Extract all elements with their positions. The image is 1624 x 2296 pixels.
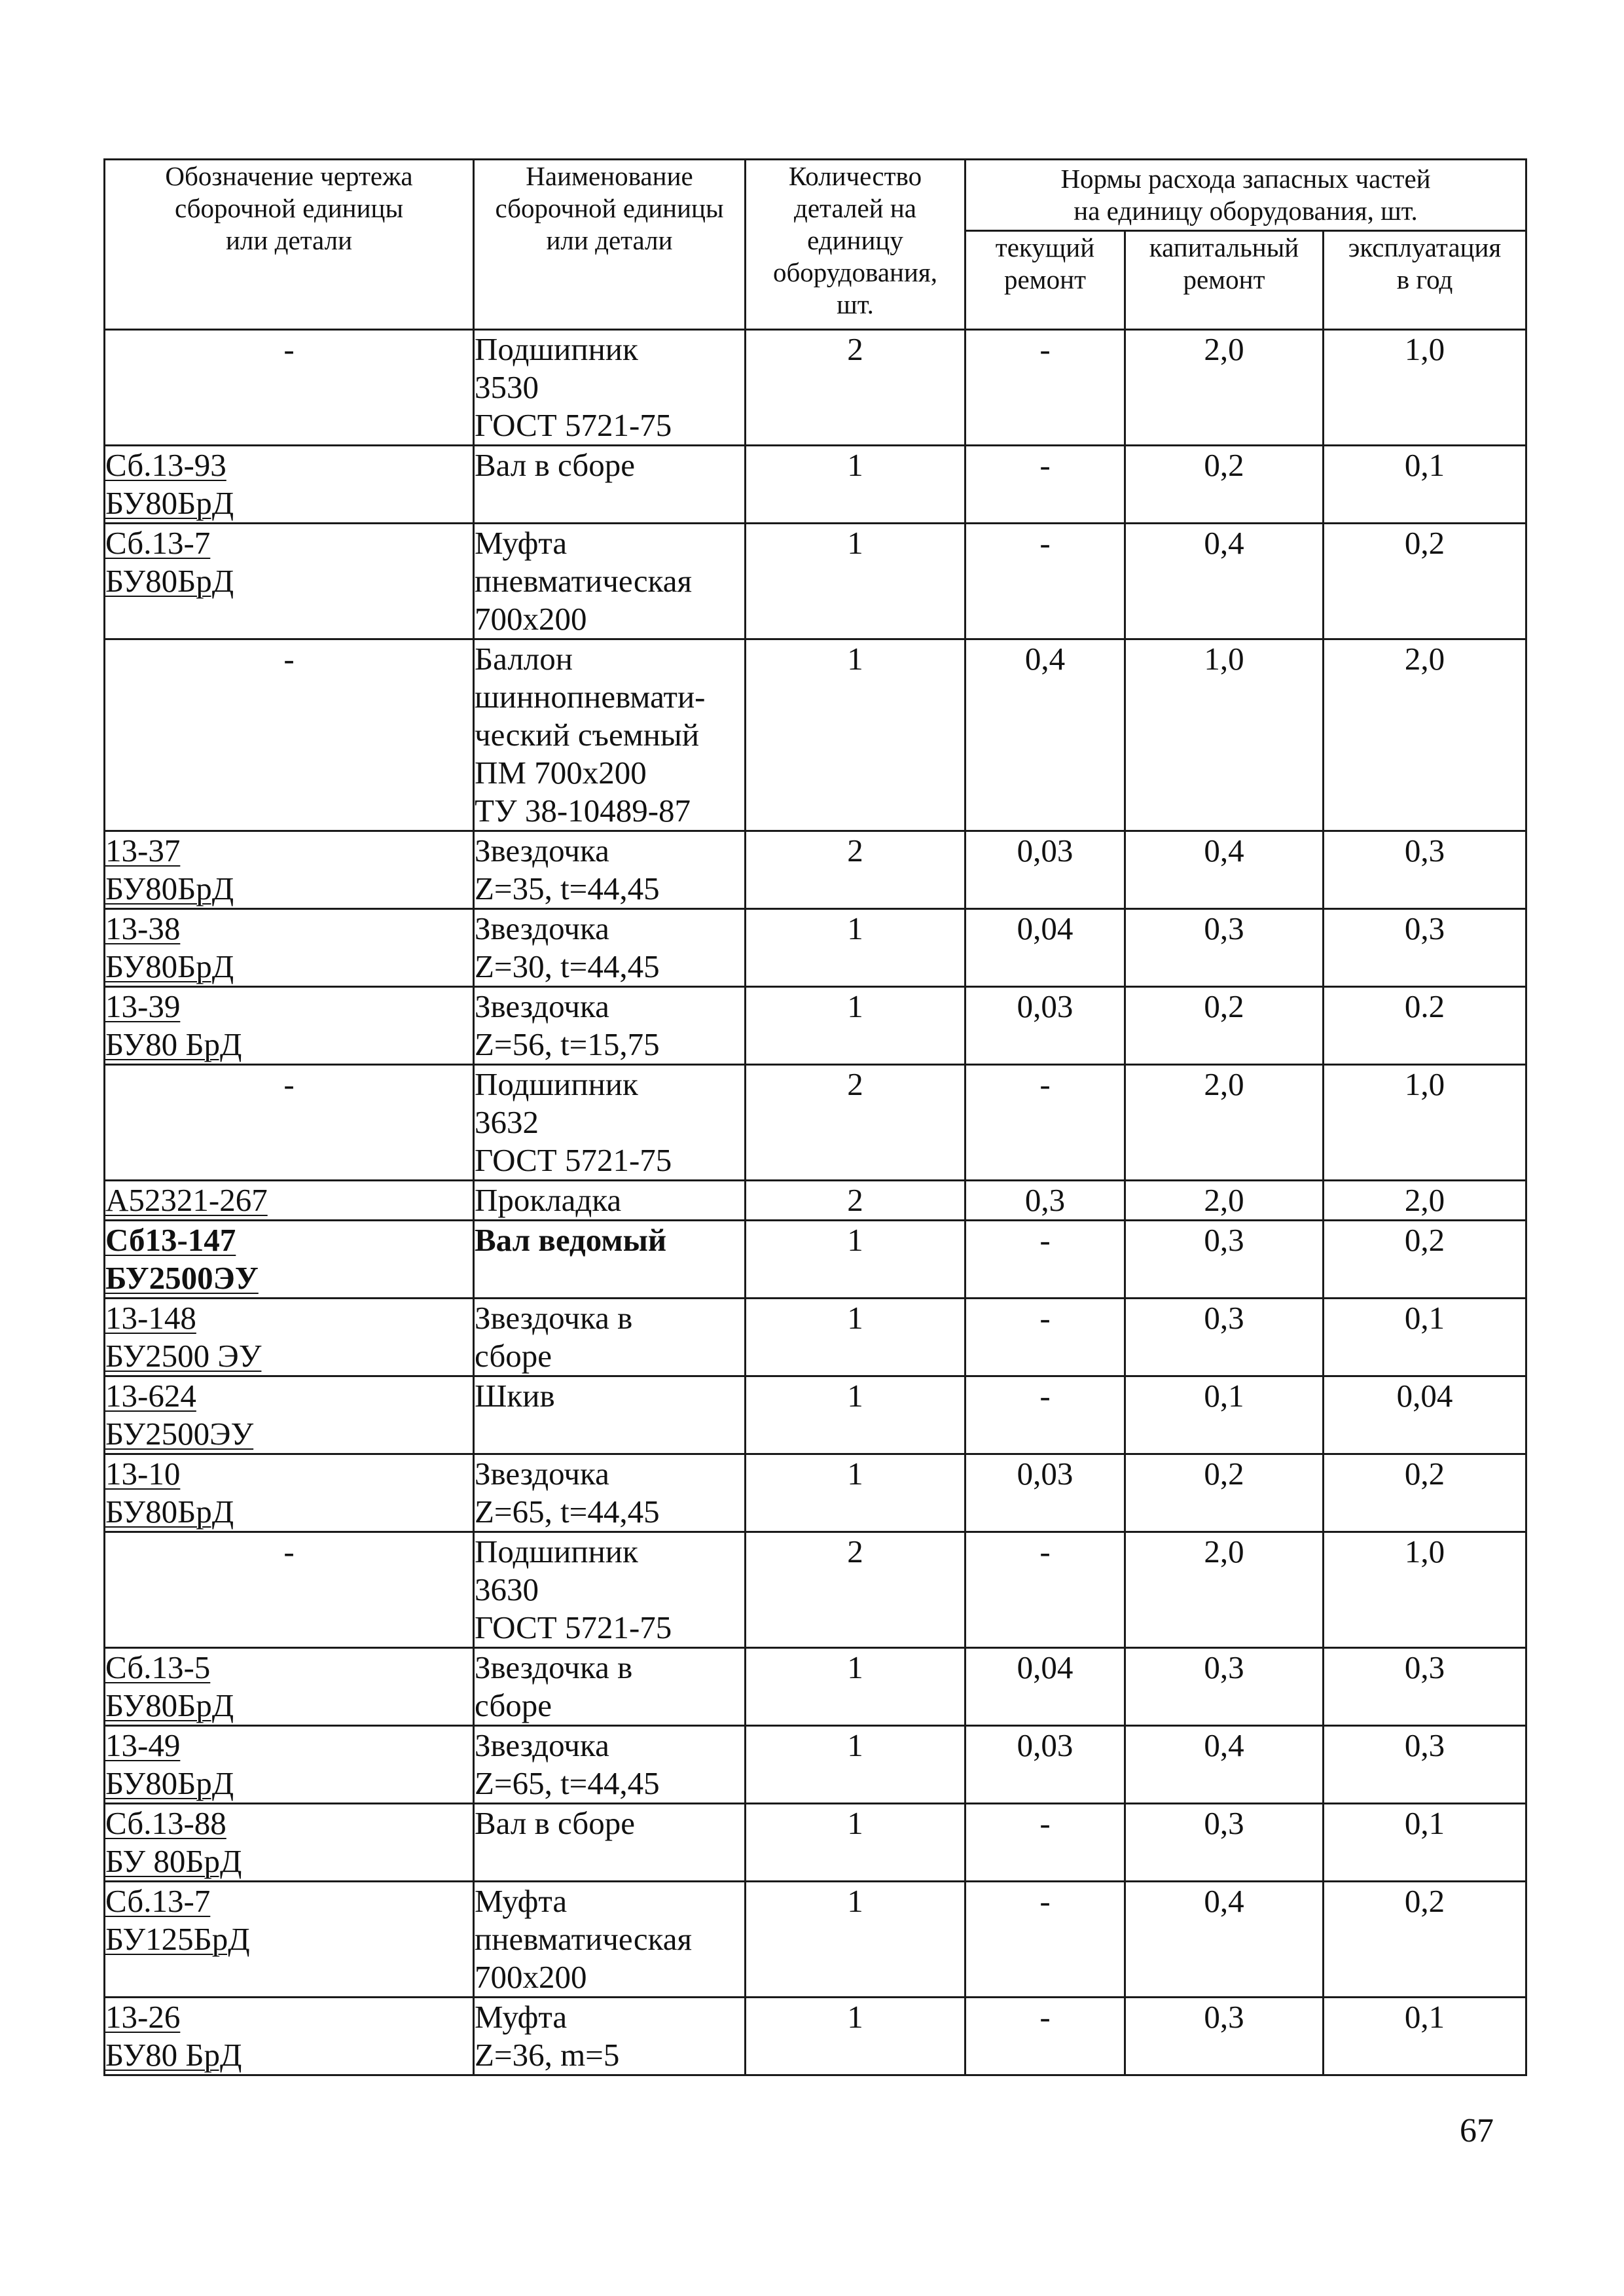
table-row bbox=[105, 987, 1526, 1065]
cell-annual-operation: 0,3 bbox=[1324, 1726, 1526, 1804]
drawing-code-line: Сб.13-88 bbox=[105, 1805, 226, 1841]
table-row bbox=[105, 1648, 1526, 1726]
cell-quantity: 2 bbox=[746, 330, 965, 446]
table-body bbox=[105, 330, 1526, 2075]
cell-current-repair: 0,03 bbox=[965, 1454, 1125, 1532]
cell-unit-name: Звездочка Z=56, t=15,75 bbox=[474, 987, 746, 1065]
cell-drawing-code bbox=[105, 909, 474, 987]
drawing-code-line: Сб.13-7 bbox=[105, 525, 211, 561]
drawing-code-line: БУ2500ЭУ bbox=[105, 1416, 254, 1452]
cell-drawing-code bbox=[105, 446, 474, 524]
cell-current-repair: 0,03 bbox=[965, 1726, 1125, 1804]
cell-capital-repair: 0,1 bbox=[1125, 1376, 1324, 1454]
cell-annual-operation: 0,2 bbox=[1324, 524, 1526, 639]
cell-annual-operation: 0,1 bbox=[1324, 1998, 1526, 2075]
header-consumption-norms: Нормы расхода запасных частей на единицу оборудования, шт. bbox=[965, 160, 1526, 231]
cell-current-repair: 0,03 bbox=[965, 831, 1125, 909]
drawing-code-line: БУ80БрД bbox=[105, 485, 234, 521]
drawing-code-line: 13-148 bbox=[105, 1300, 196, 1336]
cell-annual-operation: 0,2 bbox=[1324, 1221, 1526, 1299]
cell-drawing-code bbox=[105, 1726, 474, 1804]
cell-unit-name: Звездочка Z=65, t=44,45 bbox=[474, 1454, 746, 1532]
cell-capital-repair: 0,4 bbox=[1125, 524, 1324, 639]
cell-capital-repair: 2,0 bbox=[1125, 1065, 1324, 1181]
cell-drawing-code bbox=[105, 1181, 474, 1221]
cell-drawing-code bbox=[105, 1804, 474, 1882]
drawing-code-line: Сб.13-7 bbox=[105, 1883, 211, 1919]
cell-annual-operation: 1,0 bbox=[1324, 330, 1526, 446]
cell-unit-name: Вал в сборе bbox=[474, 446, 746, 524]
cell-capital-repair: 0,2 bbox=[1125, 987, 1324, 1065]
cell-annual-operation: 0,04 bbox=[1324, 1376, 1526, 1454]
cell-drawing-code: - bbox=[105, 639, 474, 831]
table-row bbox=[105, 446, 1526, 524]
cell-annual-operation: 0.2 bbox=[1324, 987, 1526, 1065]
drawing-code-line: Сб.13-93 bbox=[105, 447, 226, 483]
cell-capital-repair: 0,3 bbox=[1125, 909, 1324, 987]
cell-quantity: 1 bbox=[746, 1882, 965, 1998]
table-row bbox=[105, 1299, 1526, 1376]
drawing-code-line: 13-38 bbox=[105, 910, 181, 946]
cell-current-repair: - bbox=[965, 1065, 1125, 1181]
cell-unit-name: Звездочка Z=65, t=44,45 bbox=[474, 1726, 746, 1804]
cell-quantity: 1 bbox=[746, 1376, 965, 1454]
cell-quantity: 1 bbox=[746, 446, 965, 524]
table-header bbox=[105, 160, 1526, 330]
cell-capital-repair: 1,0 bbox=[1125, 639, 1324, 831]
cell-quantity: 1 bbox=[746, 524, 965, 639]
drawing-code-line: А52321-267 bbox=[105, 1182, 268, 1218]
table-row bbox=[105, 831, 1526, 909]
header-quantity: Количество деталей на единицу оборудования, шт. bbox=[746, 160, 965, 330]
cell-quantity: 1 bbox=[746, 1299, 965, 1376]
spare-parts-table bbox=[103, 158, 1527, 2076]
table-row bbox=[105, 1221, 1526, 1299]
table-row bbox=[105, 1804, 1526, 1882]
cell-current-repair: - bbox=[965, 1804, 1125, 1882]
cell-drawing-code: - bbox=[105, 330, 474, 446]
table-row bbox=[105, 524, 1526, 639]
cell-current-repair: - bbox=[965, 446, 1125, 524]
table-row bbox=[105, 1532, 1526, 1648]
cell-quantity: 1 bbox=[746, 909, 965, 987]
header-unit-name: Наименование сборочной единицы или детали bbox=[474, 160, 746, 330]
cell-quantity: 2 bbox=[746, 1065, 965, 1181]
cell-quantity: 2 bbox=[746, 1532, 965, 1648]
cell-capital-repair: 0,3 bbox=[1125, 1648, 1324, 1726]
drawing-code-line: Сб13-147 bbox=[105, 1222, 236, 1258]
cell-drawing-code bbox=[105, 1454, 474, 1532]
cell-unit-name: Вал ведомый bbox=[474, 1221, 746, 1299]
cell-quantity: 2 bbox=[746, 1181, 965, 1221]
cell-drawing-code bbox=[105, 524, 474, 639]
table-row bbox=[105, 1454, 1526, 1532]
cell-current-repair: - bbox=[965, 1882, 1125, 1998]
cell-capital-repair: 2,0 bbox=[1125, 330, 1324, 446]
cell-drawing-code bbox=[105, 1998, 474, 2075]
drawing-code-line: 13-37 bbox=[105, 833, 181, 869]
cell-annual-operation: 1,0 bbox=[1324, 1065, 1526, 1181]
cell-current-repair: - bbox=[965, 1532, 1125, 1648]
cell-current-repair: - bbox=[965, 1299, 1125, 1376]
page-number: 67 bbox=[1460, 2112, 1494, 2149]
drawing-code-line: БУ2500ЭУ bbox=[105, 1260, 259, 1296]
cell-unit-name: Подшипник 3530 ГОСТ 5721-75 bbox=[474, 330, 746, 446]
cell-unit-name: Подшипник 3632 ГОСТ 5721-75 bbox=[474, 1065, 746, 1181]
cell-drawing-code bbox=[105, 831, 474, 909]
cell-annual-operation: 2,0 bbox=[1324, 639, 1526, 831]
cell-quantity: 1 bbox=[746, 1998, 965, 2075]
cell-drawing-code: - bbox=[105, 1532, 474, 1648]
cell-annual-operation: 0,2 bbox=[1324, 1882, 1526, 1998]
drawing-code-line: БУ80БрД bbox=[105, 1494, 234, 1530]
cell-unit-name: Подшипник 3630 ГОСТ 5721-75 bbox=[474, 1532, 746, 1648]
cell-quantity: 1 bbox=[746, 1648, 965, 1726]
cell-drawing-code bbox=[105, 1882, 474, 1998]
cell-annual-operation: 0,1 bbox=[1324, 1804, 1526, 1882]
drawing-code-line: БУ80БрД bbox=[105, 870, 234, 906]
cell-unit-name: Шкив bbox=[474, 1376, 746, 1454]
cell-unit-name: Звездочка Z=30, t=44,45 bbox=[474, 909, 746, 987]
cell-drawing-code: - bbox=[105, 1065, 474, 1181]
cell-capital-repair: 0,3 bbox=[1125, 1998, 1324, 2075]
cell-quantity: 1 bbox=[746, 1454, 965, 1532]
header-drawing-code: Обозначение чертежа сборочной единицы или детали bbox=[105, 160, 474, 330]
cell-current-repair: 0,4 bbox=[965, 639, 1125, 831]
drawing-code-line: Сб.13-5 bbox=[105, 1649, 211, 1685]
table-row bbox=[105, 330, 1526, 446]
drawing-code-line: БУ80 БрД bbox=[105, 1026, 242, 1062]
cell-capital-repair: 0,4 bbox=[1125, 831, 1324, 909]
cell-drawing-code bbox=[105, 1648, 474, 1726]
table-row bbox=[105, 1181, 1526, 1221]
cell-current-repair: 0,3 bbox=[965, 1181, 1125, 1221]
cell-annual-operation: 0,3 bbox=[1324, 831, 1526, 909]
drawing-code-line: БУ80БрД bbox=[105, 1765, 234, 1801]
drawing-code-line: БУ80БрД bbox=[105, 1687, 234, 1723]
cell-quantity: 1 bbox=[746, 1804, 965, 1882]
drawing-code-line: БУ 80БрД bbox=[105, 1843, 242, 1879]
cell-unit-name: Муфта пневматическая 700х200 bbox=[474, 1882, 746, 1998]
cell-unit-name: Звездочка Z=35, t=44,45 bbox=[474, 831, 746, 909]
cell-annual-operation: 2,0 bbox=[1324, 1181, 1526, 1221]
drawing-code-line: БУ125БрД bbox=[105, 1921, 250, 1957]
cell-unit-name: Муфта пневматическая 700х200 bbox=[474, 524, 746, 639]
table-row bbox=[105, 1882, 1526, 1998]
cell-unit-name: Прокладка bbox=[474, 1181, 746, 1221]
drawing-code-line: БУ80 БрД bbox=[105, 2037, 242, 2073]
table-row bbox=[105, 1998, 1526, 2075]
drawing-code-line: 13-10 bbox=[105, 1456, 181, 1492]
cell-current-repair: - bbox=[965, 1998, 1125, 2075]
cell-drawing-code bbox=[105, 1299, 474, 1376]
cell-quantity: 2 bbox=[746, 831, 965, 909]
drawing-code-line: БУ80БрД bbox=[105, 563, 234, 599]
cell-annual-operation: 0,3 bbox=[1324, 909, 1526, 987]
cell-capital-repair: 0,4 bbox=[1125, 1882, 1324, 1998]
cell-drawing-code bbox=[105, 1221, 474, 1299]
cell-capital-repair: 0,3 bbox=[1125, 1299, 1324, 1376]
cell-current-repair: - bbox=[965, 1376, 1125, 1454]
cell-capital-repair: 2,0 bbox=[1125, 1532, 1324, 1648]
cell-quantity: 1 bbox=[746, 1221, 965, 1299]
cell-annual-operation: 0,1 bbox=[1324, 446, 1526, 524]
cell-unit-name: Баллон шиннопневмати- ческий съемный ПМ 700х200 ТУ 38-10489-87 bbox=[474, 639, 746, 831]
drawing-code-line: 13-49 bbox=[105, 1727, 181, 1763]
cell-unit-name: Муфта Z=36, m=5 bbox=[474, 1998, 746, 2075]
cell-unit-name: Вал в сборе bbox=[474, 1804, 746, 1882]
cell-current-repair: 0,04 bbox=[965, 1648, 1125, 1726]
drawing-code-line: 13-39 bbox=[105, 988, 181, 1024]
table-row bbox=[105, 1726, 1526, 1804]
cell-drawing-code bbox=[105, 1376, 474, 1454]
cell-unit-name: Звездочка в сборе bbox=[474, 1648, 746, 1726]
cell-quantity: 1 bbox=[746, 1726, 965, 1804]
cell-annual-operation: 0,2 bbox=[1324, 1454, 1526, 1532]
table-row bbox=[105, 1376, 1526, 1454]
cell-capital-repair: 0,3 bbox=[1125, 1804, 1324, 1882]
header-capital-repair: капитальный ремонт bbox=[1125, 231, 1324, 330]
header-annual-operation: эксплуатация в год bbox=[1324, 231, 1526, 330]
cell-unit-name: Звездочка в сборе bbox=[474, 1299, 746, 1376]
header-current-repair: текущий ремонт bbox=[965, 231, 1125, 330]
cell-current-repair: - bbox=[965, 524, 1125, 639]
cell-annual-operation: 1,0 bbox=[1324, 1532, 1526, 1648]
cell-current-repair: - bbox=[965, 330, 1125, 446]
table-row bbox=[105, 1065, 1526, 1181]
cell-capital-repair: 2,0 bbox=[1125, 1181, 1324, 1221]
drawing-code-line: БУ80БрД bbox=[105, 948, 234, 984]
cell-annual-operation: 0,3 bbox=[1324, 1648, 1526, 1726]
cell-annual-operation: 0,1 bbox=[1324, 1299, 1526, 1376]
drawing-code-line: БУ2500 ЭУ bbox=[105, 1338, 262, 1374]
cell-capital-repair: 0,2 bbox=[1125, 446, 1324, 524]
cell-current-repair: - bbox=[965, 1221, 1125, 1299]
cell-quantity: 1 bbox=[746, 987, 965, 1065]
cell-capital-repair: 0,3 bbox=[1125, 1221, 1324, 1299]
cell-drawing-code bbox=[105, 987, 474, 1065]
cell-current-repair: 0,04 bbox=[965, 909, 1125, 987]
cell-capital-repair: 0,4 bbox=[1125, 1726, 1324, 1804]
table-row bbox=[105, 639, 1526, 831]
table-row bbox=[105, 909, 1526, 987]
cell-current-repair: 0,03 bbox=[965, 987, 1125, 1065]
drawing-code-line: 13-624 bbox=[105, 1378, 196, 1414]
cell-quantity: 1 bbox=[746, 639, 965, 831]
drawing-code-line: 13-26 bbox=[105, 1999, 181, 2035]
cell-capital-repair: 0,2 bbox=[1125, 1454, 1324, 1532]
